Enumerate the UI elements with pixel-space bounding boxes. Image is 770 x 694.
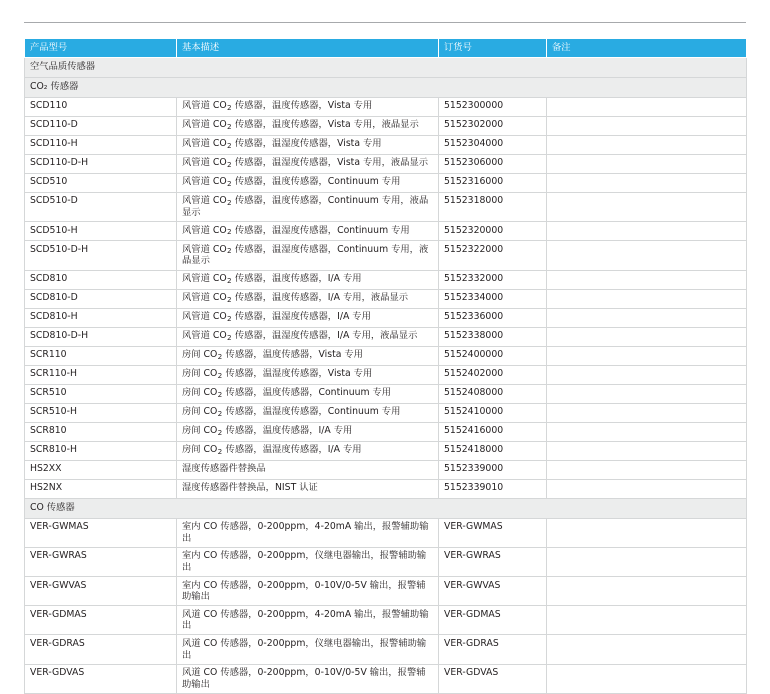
cell-order-number: 5152304000 — [439, 135, 547, 154]
cell-order-number: VER-GWMAS — [439, 518, 547, 547]
cell-model: VER-GWMAS — [25, 518, 177, 547]
cell-model: SCD510-D-H — [25, 241, 177, 270]
cell-description: 房间 $CO_2$ 传感器，温湿度传感器，Vista 专用 — [177, 365, 439, 384]
table-row — [25, 635, 747, 664]
subscript: 2 — [226, 246, 232, 256]
cell-remark — [547, 403, 747, 422]
cell-model: SCD810 — [25, 270, 177, 289]
table-group-row — [25, 77, 747, 97]
group-label: CO 传感器 — [25, 498, 747, 518]
cell-model: SCD810-D-H — [25, 327, 177, 346]
cell-description: 湿度传感器件替换品，NIST 认证 — [177, 479, 439, 498]
table-row — [25, 327, 747, 346]
cell-model: SCR110 — [25, 346, 177, 365]
cell-model: SCR810 — [25, 422, 177, 441]
cell-order-number: 5152300000 — [439, 97, 547, 116]
subscript: 2 — [226, 294, 232, 304]
cell-description: 风管道 $CO_2$ 传感器，温度传感器，Vista 专用 — [177, 97, 439, 116]
page-top-rule — [24, 22, 746, 23]
cell-remark — [547, 327, 747, 346]
cell-order-number: 5152339000 — [439, 460, 547, 479]
cell-model: VER-GWRAS — [25, 547, 177, 576]
cell-model: SCD110-H — [25, 135, 177, 154]
subscript: 2 — [217, 427, 223, 437]
cell-remark — [547, 192, 747, 221]
cell-model: SCR810-H — [25, 441, 177, 460]
table-row — [25, 192, 747, 221]
cell-description: 室内 CO 传感器，0-200ppm，4-20mA 输出，报警辅助输出 — [177, 518, 439, 547]
cell-remark — [547, 606, 747, 635]
cell-order-number: 5152408000 — [439, 384, 547, 403]
subscript: 2 — [217, 370, 223, 380]
cell-model: SCR510-H — [25, 403, 177, 422]
table-row — [25, 241, 747, 270]
cell-description: 风管道 $CO_2$ 传感器，温度传感器，Continuum 专用，液晶显示 — [177, 192, 439, 221]
subscript: 2 — [226, 159, 232, 169]
table-group-row — [25, 57, 747, 77]
cell-remark — [547, 346, 747, 365]
cell-order-number: 5152338000 — [439, 327, 547, 346]
table-group-row — [25, 498, 747, 518]
cell-description: 房间 $CO_2$ 传感器，温度传感器，Continuum 专用 — [177, 384, 439, 403]
subscript: 2 — [226, 313, 232, 323]
subscript: 2 — [226, 227, 232, 237]
cell-model: SCD510 — [25, 173, 177, 192]
cell-remark — [547, 173, 747, 192]
subscript: 2 — [226, 275, 232, 285]
cell-description: 室内 CO 传感器，0-200ppm，0-10V/0-5V 输出，报警辅助输出 — [177, 577, 439, 606]
cell-order-number: 5152416000 — [439, 422, 547, 441]
cell-description: 风管道 $CO_2$ 传感器，温度传感器，I/A 专用 — [177, 270, 439, 289]
cell-remark — [547, 479, 747, 498]
subscript: 2 — [226, 178, 232, 188]
table-row — [25, 403, 747, 422]
cell-remark — [547, 308, 747, 327]
table-row — [25, 518, 747, 547]
cell-remark — [547, 97, 747, 116]
cell-order-number: 5152418000 — [439, 441, 547, 460]
cell-remark — [547, 289, 747, 308]
table-row — [25, 289, 747, 308]
cell-model: HS2XX — [25, 460, 177, 479]
cell-description: 房间 $CO_2$ 传感器，温湿度传感器，Continuum 专用 — [177, 403, 439, 422]
cell-model: SCR110-H — [25, 365, 177, 384]
table-row — [25, 346, 747, 365]
table-row — [25, 479, 747, 498]
cell-model: SCD510-H — [25, 222, 177, 241]
column-header-model: 产品型号 — [25, 39, 177, 58]
table-row — [25, 606, 747, 635]
table-header-row — [25, 39, 747, 58]
cell-description: 风管道 $CO_2$ 传感器，温湿度传感器，I/A 专用，液晶显示 — [177, 327, 439, 346]
cell-description: 风管道 $CO_2$ 传感器，温湿度传感器，Continuum 专用 — [177, 222, 439, 241]
product-table-container — [24, 38, 746, 694]
subscript: 2 — [226, 332, 232, 342]
product-specification-table — [24, 38, 747, 694]
subscript: 2 — [217, 446, 223, 456]
cell-remark — [547, 222, 747, 241]
group-label: 空气品质传感器 — [25, 57, 747, 77]
table-row — [25, 577, 747, 606]
table-row — [25, 97, 747, 116]
cell-order-number: 5152334000 — [439, 289, 547, 308]
cell-description: 湿度传感器件替换品 — [177, 460, 439, 479]
cell-model: VER-GDMAS — [25, 606, 177, 635]
cell-description: 风管道 $CO_2$ 传感器，温湿度传感器，Continuum 专用，液晶显示 — [177, 241, 439, 270]
cell-order-number: 5152402000 — [439, 365, 547, 384]
cell-model: SCD510-D — [25, 192, 177, 221]
table-row — [25, 222, 747, 241]
cell-remark — [547, 365, 747, 384]
table-row — [25, 154, 747, 173]
cell-order-number: 5152410000 — [439, 403, 547, 422]
cell-order-number: VER-GWVAS — [439, 577, 547, 606]
cell-order-number: 5152400000 — [439, 346, 547, 365]
table-row — [25, 441, 747, 460]
table-row — [25, 135, 747, 154]
column-header-description: 基本描述 — [177, 39, 439, 58]
cell-order-number: 5152332000 — [439, 270, 547, 289]
cell-description: 风道 CO 传感器，0-200ppm，4-20mA 输出，报警辅助输出 — [177, 606, 439, 635]
subscript: 2 — [226, 140, 232, 150]
cell-order-number: 5152318000 — [439, 192, 547, 221]
cell-order-number: 5152322000 — [439, 241, 547, 270]
cell-order-number: 5152339010 — [439, 479, 547, 498]
cell-model: VER-GDRAS — [25, 635, 177, 664]
cell-description: 室内 CO 传感器，0-200ppm，仪继电器输出，报警辅助输出 — [177, 547, 439, 576]
cell-model: HS2NX — [25, 479, 177, 498]
cell-description: 房间 $CO_2$ 传感器，温度传感器，I/A 专用 — [177, 422, 439, 441]
cell-model: SCR510 — [25, 384, 177, 403]
subscript: 2 — [217, 389, 223, 399]
cell-order-number: 5152306000 — [439, 154, 547, 173]
table-row — [25, 384, 747, 403]
subscript: 2 — [217, 351, 223, 361]
column-header-remark: 备注 — [547, 39, 747, 58]
cell-description: 风管道 $CO_2$ 传感器，温度传感器，Continuum 专用 — [177, 173, 439, 192]
cell-remark — [547, 441, 747, 460]
table-row — [25, 173, 747, 192]
table-row — [25, 460, 747, 479]
cell-remark — [547, 547, 747, 576]
group-label: CO₂ 传感器 — [25, 77, 747, 97]
cell-order-number: VER-GDRAS — [439, 635, 547, 664]
cell-description: 房间 $CO_2$ 传感器，温度传感器，Vista 专用 — [177, 346, 439, 365]
cell-model: VER-GWVAS — [25, 577, 177, 606]
cell-description: 风管道 $CO_2$ 传感器，温湿度传感器，Vista 专用 — [177, 135, 439, 154]
table-row — [25, 116, 747, 135]
cell-remark — [547, 270, 747, 289]
subscript: 2 — [226, 121, 232, 131]
cell-description: 房间 $CO_2$ 传感器，温湿度传感器，I/A 专用 — [177, 441, 439, 460]
cell-remark — [547, 635, 747, 664]
column-header-order-number: 订货号 — [439, 39, 547, 58]
cell-remark — [547, 422, 747, 441]
subscript: 2 — [226, 102, 232, 112]
cell-remark — [547, 116, 747, 135]
cell-model: SCD110 — [25, 97, 177, 116]
cell-remark — [547, 460, 747, 479]
table-header — [25, 39, 747, 58]
cell-order-number: 5152336000 — [439, 308, 547, 327]
table-row — [25, 365, 747, 384]
cell-remark — [547, 241, 747, 270]
cell-model: SCD810-H — [25, 308, 177, 327]
cell-description: 风管道 $CO_2$ 传感器，温湿度传感器，Vista 专用，液晶显示 — [177, 154, 439, 173]
cell-remark — [547, 664, 747, 693]
cell-order-number: VER-GWRAS — [439, 547, 547, 576]
cell-remark — [547, 577, 747, 606]
cell-model: SCD110-D-H — [25, 154, 177, 173]
cell-order-number: 5152302000 — [439, 116, 547, 135]
cell-model: SCD110-D — [25, 116, 177, 135]
cell-remark — [547, 518, 747, 547]
cell-model: VER-GDVAS — [25, 664, 177, 693]
table-row — [25, 547, 747, 576]
cell-order-number: 5152316000 — [439, 173, 547, 192]
cell-description: 风管道 $CO_2$ 传感器，温度传感器，Vista 专用，液晶显示 — [177, 116, 439, 135]
subscript: 2 — [217, 408, 223, 418]
cell-description: 风管道 $CO_2$ 传感器，温度传感器，I/A 专用，液晶显示 — [177, 289, 439, 308]
cell-model: SCD810-D — [25, 289, 177, 308]
cell-remark — [547, 154, 747, 173]
subscript: 2 — [226, 197, 232, 207]
table-row — [25, 270, 747, 289]
cell-description: 风道 CO 传感器，0-200ppm，仪继电器输出，报警辅助输出 — [177, 635, 439, 664]
cell-order-number: VER-GDVAS — [439, 664, 547, 693]
cell-description: 风道 CO 传感器，0-200ppm，0-10V/0-5V 输出，报警辅助输出 — [177, 664, 439, 693]
table-row — [25, 664, 747, 693]
cell-order-number: 5152320000 — [439, 222, 547, 241]
table-row — [25, 422, 747, 441]
cell-description: 风管道 $CO_2$ 传感器，温湿度传感器，I/A 专用 — [177, 308, 439, 327]
cell-order-number: VER-GDMAS — [439, 606, 547, 635]
cell-remark — [547, 135, 747, 154]
table-body — [25, 57, 747, 693]
cell-remark — [547, 384, 747, 403]
table-row — [25, 308, 747, 327]
